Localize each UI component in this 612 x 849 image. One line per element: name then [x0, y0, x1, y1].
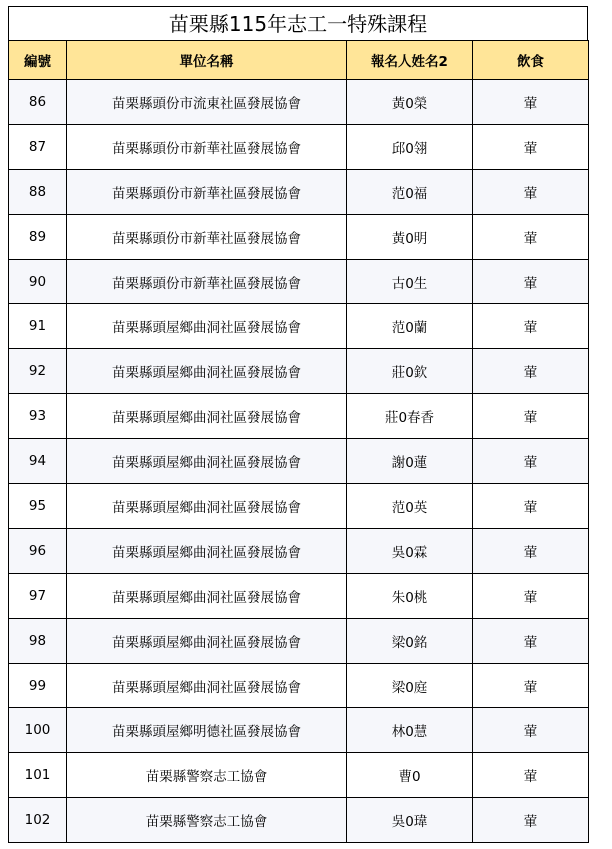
cell-diet: 葷 — [473, 259, 589, 304]
cell-unit-name: 苗栗縣頭屋鄉曲洞社區發展協會 — [67, 439, 347, 484]
cell-unit-name: 苗栗縣頭份市新華社區發展協會 — [67, 169, 347, 214]
cell-number: 99 — [9, 663, 67, 708]
cell-registrant-name: 吳0瑋 — [347, 798, 473, 843]
cell-number: 88 — [9, 169, 67, 214]
cell-registrant-name: 古0生 — [347, 259, 473, 304]
table-row — [9, 573, 589, 618]
table-row — [9, 169, 589, 214]
cell-diet: 葷 — [473, 798, 589, 843]
cell-unit-name: 苗栗縣頭屋鄉曲洞社區發展協會 — [67, 304, 347, 349]
table-row — [9, 304, 589, 349]
table-row — [9, 80, 589, 125]
table-row — [9, 124, 589, 169]
table-row — [9, 349, 589, 394]
cell-number: 101 — [9, 753, 67, 798]
cell-number: 102 — [9, 798, 67, 843]
cell-diet: 葷 — [473, 618, 589, 663]
cell-unit-name: 苗栗縣頭屋鄉曲洞社區發展協會 — [67, 573, 347, 618]
cell-registrant-name: 謝0蓮 — [347, 439, 473, 484]
cell-number: 98 — [9, 618, 67, 663]
cell-registrant-name: 莊0欽 — [347, 349, 473, 394]
cell-diet: 葷 — [473, 708, 589, 753]
header-number: 編號 — [9, 41, 67, 80]
cell-unit-name: 苗栗縣警察志工協會 — [67, 798, 347, 843]
table-row — [9, 618, 589, 663]
cell-registrant-name: 莊0春香 — [347, 394, 473, 439]
header-row — [9, 41, 589, 80]
cell-unit-name: 苗栗縣頭屋鄉曲洞社區發展協會 — [67, 663, 347, 708]
cell-unit-name: 苗栗縣頭份市新華社區發展協會 — [67, 124, 347, 169]
cell-diet: 葷 — [473, 439, 589, 484]
table-row — [9, 214, 589, 259]
cell-diet: 葷 — [473, 80, 589, 125]
cell-unit-name: 苗栗縣頭份市新華社區發展協會 — [67, 259, 347, 304]
table-row — [9, 753, 589, 798]
cell-diet: 葷 — [473, 484, 589, 529]
cell-number: 92 — [9, 349, 67, 394]
cell-unit-name: 苗栗縣頭份市流東社區發展協會 — [67, 80, 347, 125]
cell-unit-name: 苗栗縣頭屋鄉曲洞社區發展協會 — [67, 618, 347, 663]
cell-diet: 葷 — [473, 304, 589, 349]
cell-registrant-name: 邱0翎 — [347, 124, 473, 169]
cell-unit-name: 苗栗縣頭份市新華社區發展協會 — [67, 214, 347, 259]
cell-registrant-name: 朱0桃 — [347, 573, 473, 618]
cell-number: 94 — [9, 439, 67, 484]
cell-diet: 葷 — [473, 349, 589, 394]
cell-number: 95 — [9, 484, 67, 529]
cell-unit-name: 苗栗縣頭屋鄉曲洞社區發展協會 — [67, 394, 347, 439]
header-diet: 飲食 — [473, 41, 589, 80]
table-row — [9, 708, 589, 753]
cell-registrant-name: 梁0銘 — [347, 618, 473, 663]
cell-registrant-name: 范0蘭 — [347, 304, 473, 349]
table-row — [9, 259, 589, 304]
cell-diet: 葷 — [473, 124, 589, 169]
cell-registrant-name: 吳0霖 — [347, 528, 473, 573]
cell-number: 89 — [9, 214, 67, 259]
header-unit-name: 單位名稱 — [67, 41, 347, 80]
cell-number: 100 — [9, 708, 67, 753]
cell-diet: 葷 — [473, 169, 589, 214]
cell-registrant-name: 黃0榮 — [347, 80, 473, 125]
cell-registrant-name: 曹0 — [347, 753, 473, 798]
cell-number: 93 — [9, 394, 67, 439]
cell-unit-name: 苗栗縣頭屋鄉明德社區發展協會 — [67, 708, 347, 753]
cell-diet: 葷 — [473, 573, 589, 618]
cell-diet: 葷 — [473, 753, 589, 798]
table-row — [9, 394, 589, 439]
cell-unit-name: 苗栗縣頭屋鄉曲洞社區發展協會 — [67, 528, 347, 573]
roster-table — [8, 40, 589, 843]
table-row — [9, 663, 589, 708]
cell-diet: 葷 — [473, 394, 589, 439]
cell-number: 86 — [9, 80, 67, 125]
cell-number: 96 — [9, 528, 67, 573]
volunteer-roster-sheet — [8, 6, 588, 843]
cell-unit-name: 苗栗縣頭屋鄉曲洞社區發展協會 — [67, 484, 347, 529]
cell-diet: 葷 — [473, 214, 589, 259]
cell-unit-name: 苗栗縣頭屋鄉曲洞社區發展協會 — [67, 349, 347, 394]
cell-diet: 葷 — [473, 528, 589, 573]
table-row — [9, 439, 589, 484]
page-title: 苗栗縣115年志工一特殊課程 — [8, 6, 588, 40]
cell-registrant-name: 范0福 — [347, 169, 473, 214]
cell-registrant-name: 范0英 — [347, 484, 473, 529]
header-registrant-name: 報名人姓名2 — [347, 41, 473, 80]
table-row — [9, 528, 589, 573]
cell-registrant-name: 梁0庭 — [347, 663, 473, 708]
cell-unit-name: 苗栗縣警察志工協會 — [67, 753, 347, 798]
cell-number: 90 — [9, 259, 67, 304]
cell-registrant-name: 林0慧 — [347, 708, 473, 753]
cell-number: 97 — [9, 573, 67, 618]
cell-diet: 葷 — [473, 663, 589, 708]
cell-number: 87 — [9, 124, 67, 169]
cell-registrant-name: 黃0明 — [347, 214, 473, 259]
cell-number: 91 — [9, 304, 67, 349]
table-row — [9, 798, 589, 843]
table-row — [9, 484, 589, 529]
